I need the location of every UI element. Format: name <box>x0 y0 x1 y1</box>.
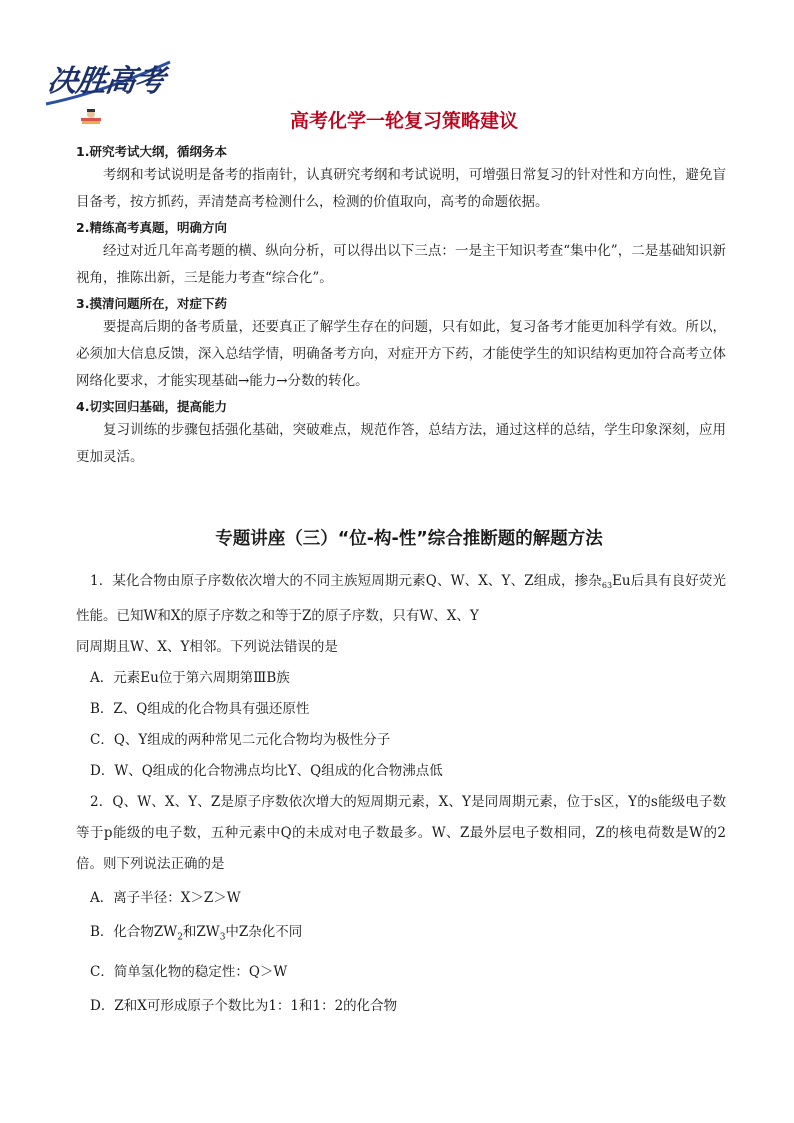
strategy-body: 经过对近几年高考题的横、纵向分析，可以得出以下三点：一是主干知识考查“集中化”，二是基础知识新视角，推陈出新，三是能力考查“综合化”。 <box>76 243 726 286</box>
question-1 <box>76 566 726 787</box>
option-b-pre: B．化合物ZW <box>90 924 178 940</box>
option-b: B．Z、Q组成的化合物具有强还原性 <box>90 701 310 717</box>
strategy-item <box>76 294 726 395</box>
question-2 <box>76 787 726 1022</box>
strategy-heading: 3.摸清问题所在，对症下药 <box>76 296 227 311</box>
option-d: D．W、Q组成的化合物沸点均比Y、Q组成的化合物沸点低 <box>90 763 443 779</box>
page-title: 高考化学一轮复习策略建议 <box>289 110 518 132</box>
eu-atomic-number: 63 <box>601 581 613 590</box>
option-d: D．Z和X可形成原子个数比为1：1和1：2的化合物 <box>90 997 398 1014</box>
strategy-heading: 4.切实回归基础，提高能力 <box>76 399 227 414</box>
stem-part-b: Eu后具有良好荧光性能。已知W和X的原子序数之和等于Z的原子序数，只有W、X、Y <box>76 573 726 624</box>
subscript: 2 <box>177 932 183 943</box>
option-b-post: 中Z杂化不同 <box>225 924 303 940</box>
question-list <box>76 566 726 1022</box>
question-stem: 2．Q、W、X、Y、Z是原子序数依次增大的短周期元素，X、Y是同周期元素，位于s区，Y的s能级电子数等于p能级的电子数，五种元素中Q的未成对电子数最多。W、Z最外层电子数相同，Z的核电荷数是W的2倍。则下列说法正确的是 <box>76 794 726 872</box>
strategy-body: 复习训练的步骤包括强化基础，突破难点，规范作答，总结方法，通过这样的总结，学生印象深刻，应用更加灵活。 <box>76 422 726 465</box>
option-b-mid: 和ZW <box>182 924 220 940</box>
option-c: C．Q、Y组成的两种常见二元化合物均为极性分子 <box>90 732 391 748</box>
section-title: 专题讲座（三）“位-构-性”综合推断题的解题方法 <box>215 529 603 549</box>
option-c: C．简单氢化物的稳定性：Q＞W <box>90 963 288 980</box>
stem-part-a: 1．某化合物由原子序数依次增大的不同主族短周期元素Q、W、X、Y、Z组成，掺杂 <box>90 573 602 589</box>
strategy-heading: 1.研究考试大纲，循纲务本 <box>76 144 227 159</box>
subscript: 3 <box>219 932 226 943</box>
strategy-item <box>76 397 726 471</box>
strategy-item <box>76 218 726 292</box>
question-stem-continued: 同周期且W、X、Y相邻。下列说法错误的是 <box>76 639 338 655</box>
logo-text: 决胜高考 <box>45 64 166 99</box>
option-a: A．元素Eu位于第六周期第ⅢB族 <box>90 670 290 686</box>
question-stem <box>76 566 726 632</box>
strategy-list <box>76 142 726 473</box>
option-a: A．离子半径：X＞Z＞W <box>90 890 241 906</box>
strategy-body: 要提高后期的备考质量，还要真正了解学生存在的问题，只有如此，复习备考才能更加科学有效。所以，必须加大信息反馈，深入总结学情，明确备考方向，对症开方下药，才能使学生的知识结构更加符合高考立体网络化要求，才能实现基础→能力→分数的转化。 <box>76 319 726 389</box>
strategy-body: 考纲和考试说明是备考的指南针，认真研究考纲和考试说明，可增强日常复习的针对性和方向性，避免盲目备考，按方抓药，弄清楚高考检测什么，检测的价值取向，高考的命题依据。 <box>76 167 726 210</box>
strategy-heading: 2.精练高考真题，明确方向 <box>76 220 227 235</box>
strategy-item <box>76 142 726 216</box>
option-b <box>76 917 726 954</box>
